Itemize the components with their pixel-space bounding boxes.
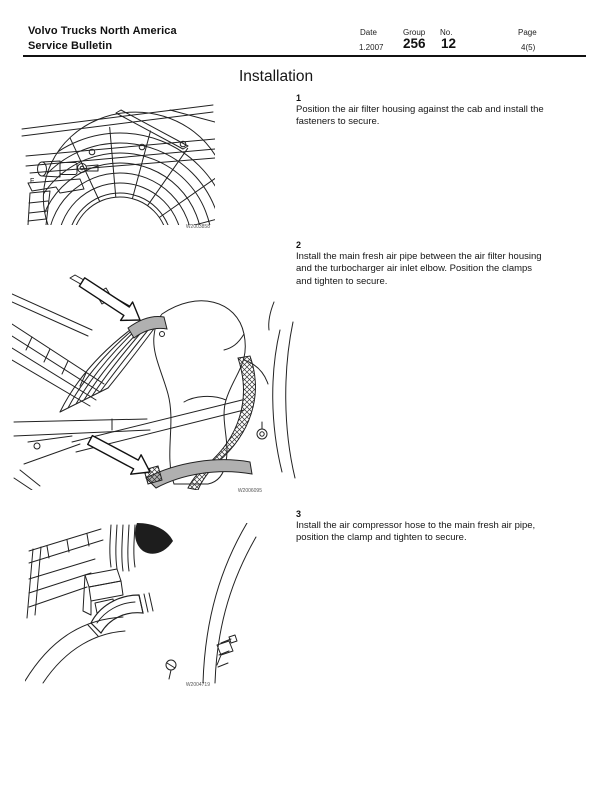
step-1-text: Position the air filter housing against the cab and install the fasteners to secure. xyxy=(296,104,544,128)
page-value: 4(5) xyxy=(521,43,536,52)
air-compressor-hose xyxy=(91,595,143,633)
no-value: 12 xyxy=(441,36,457,51)
step-3-text: Install the air compressor hose to the main fresh air pipe, position the clamp and tighten to secure. xyxy=(296,520,536,544)
section-title: Installation xyxy=(239,68,314,85)
group-value: 256 xyxy=(403,36,426,51)
step-2-number: 2 xyxy=(296,240,302,250)
figure-caption: W2006095 xyxy=(237,488,262,494)
step-1-number: 1 xyxy=(296,93,302,103)
step-2-text: Install the main fresh air pipe between the air filter housing and the turbocharger air inlet elbow. Position the clamps and tighten to secure. xyxy=(296,251,542,287)
air-filter-housing-illustration xyxy=(20,103,215,225)
group-label: Group xyxy=(403,28,426,37)
compressor-hose-illustration xyxy=(25,523,257,685)
figure-air-filter-housing xyxy=(20,103,215,230)
step-3-number: 3 xyxy=(296,509,302,519)
main-fresh-air-pipe xyxy=(154,301,246,484)
header-rule xyxy=(23,55,586,57)
document-type: Service Bulletin xyxy=(28,40,113,52)
no-label: No. xyxy=(440,28,453,37)
fresh-air-pipe-illustration xyxy=(12,272,304,490)
figure-caption: W2003858 xyxy=(185,224,210,230)
company-name: Volvo Trucks North America xyxy=(28,25,177,37)
figure-main-fresh-air-pipe xyxy=(12,272,304,494)
page-label: Page xyxy=(518,28,537,37)
part-label-f: F xyxy=(30,178,35,185)
wheel-arch xyxy=(72,197,168,225)
figure-caption: W2004719 xyxy=(185,682,210,688)
housing-shadow xyxy=(135,523,173,554)
date-value: 1.2007 xyxy=(359,43,384,52)
pointer-arrow-upper-icon xyxy=(79,278,140,321)
date-label: Date xyxy=(360,28,377,37)
figure-air-compressor-hose xyxy=(25,523,257,688)
